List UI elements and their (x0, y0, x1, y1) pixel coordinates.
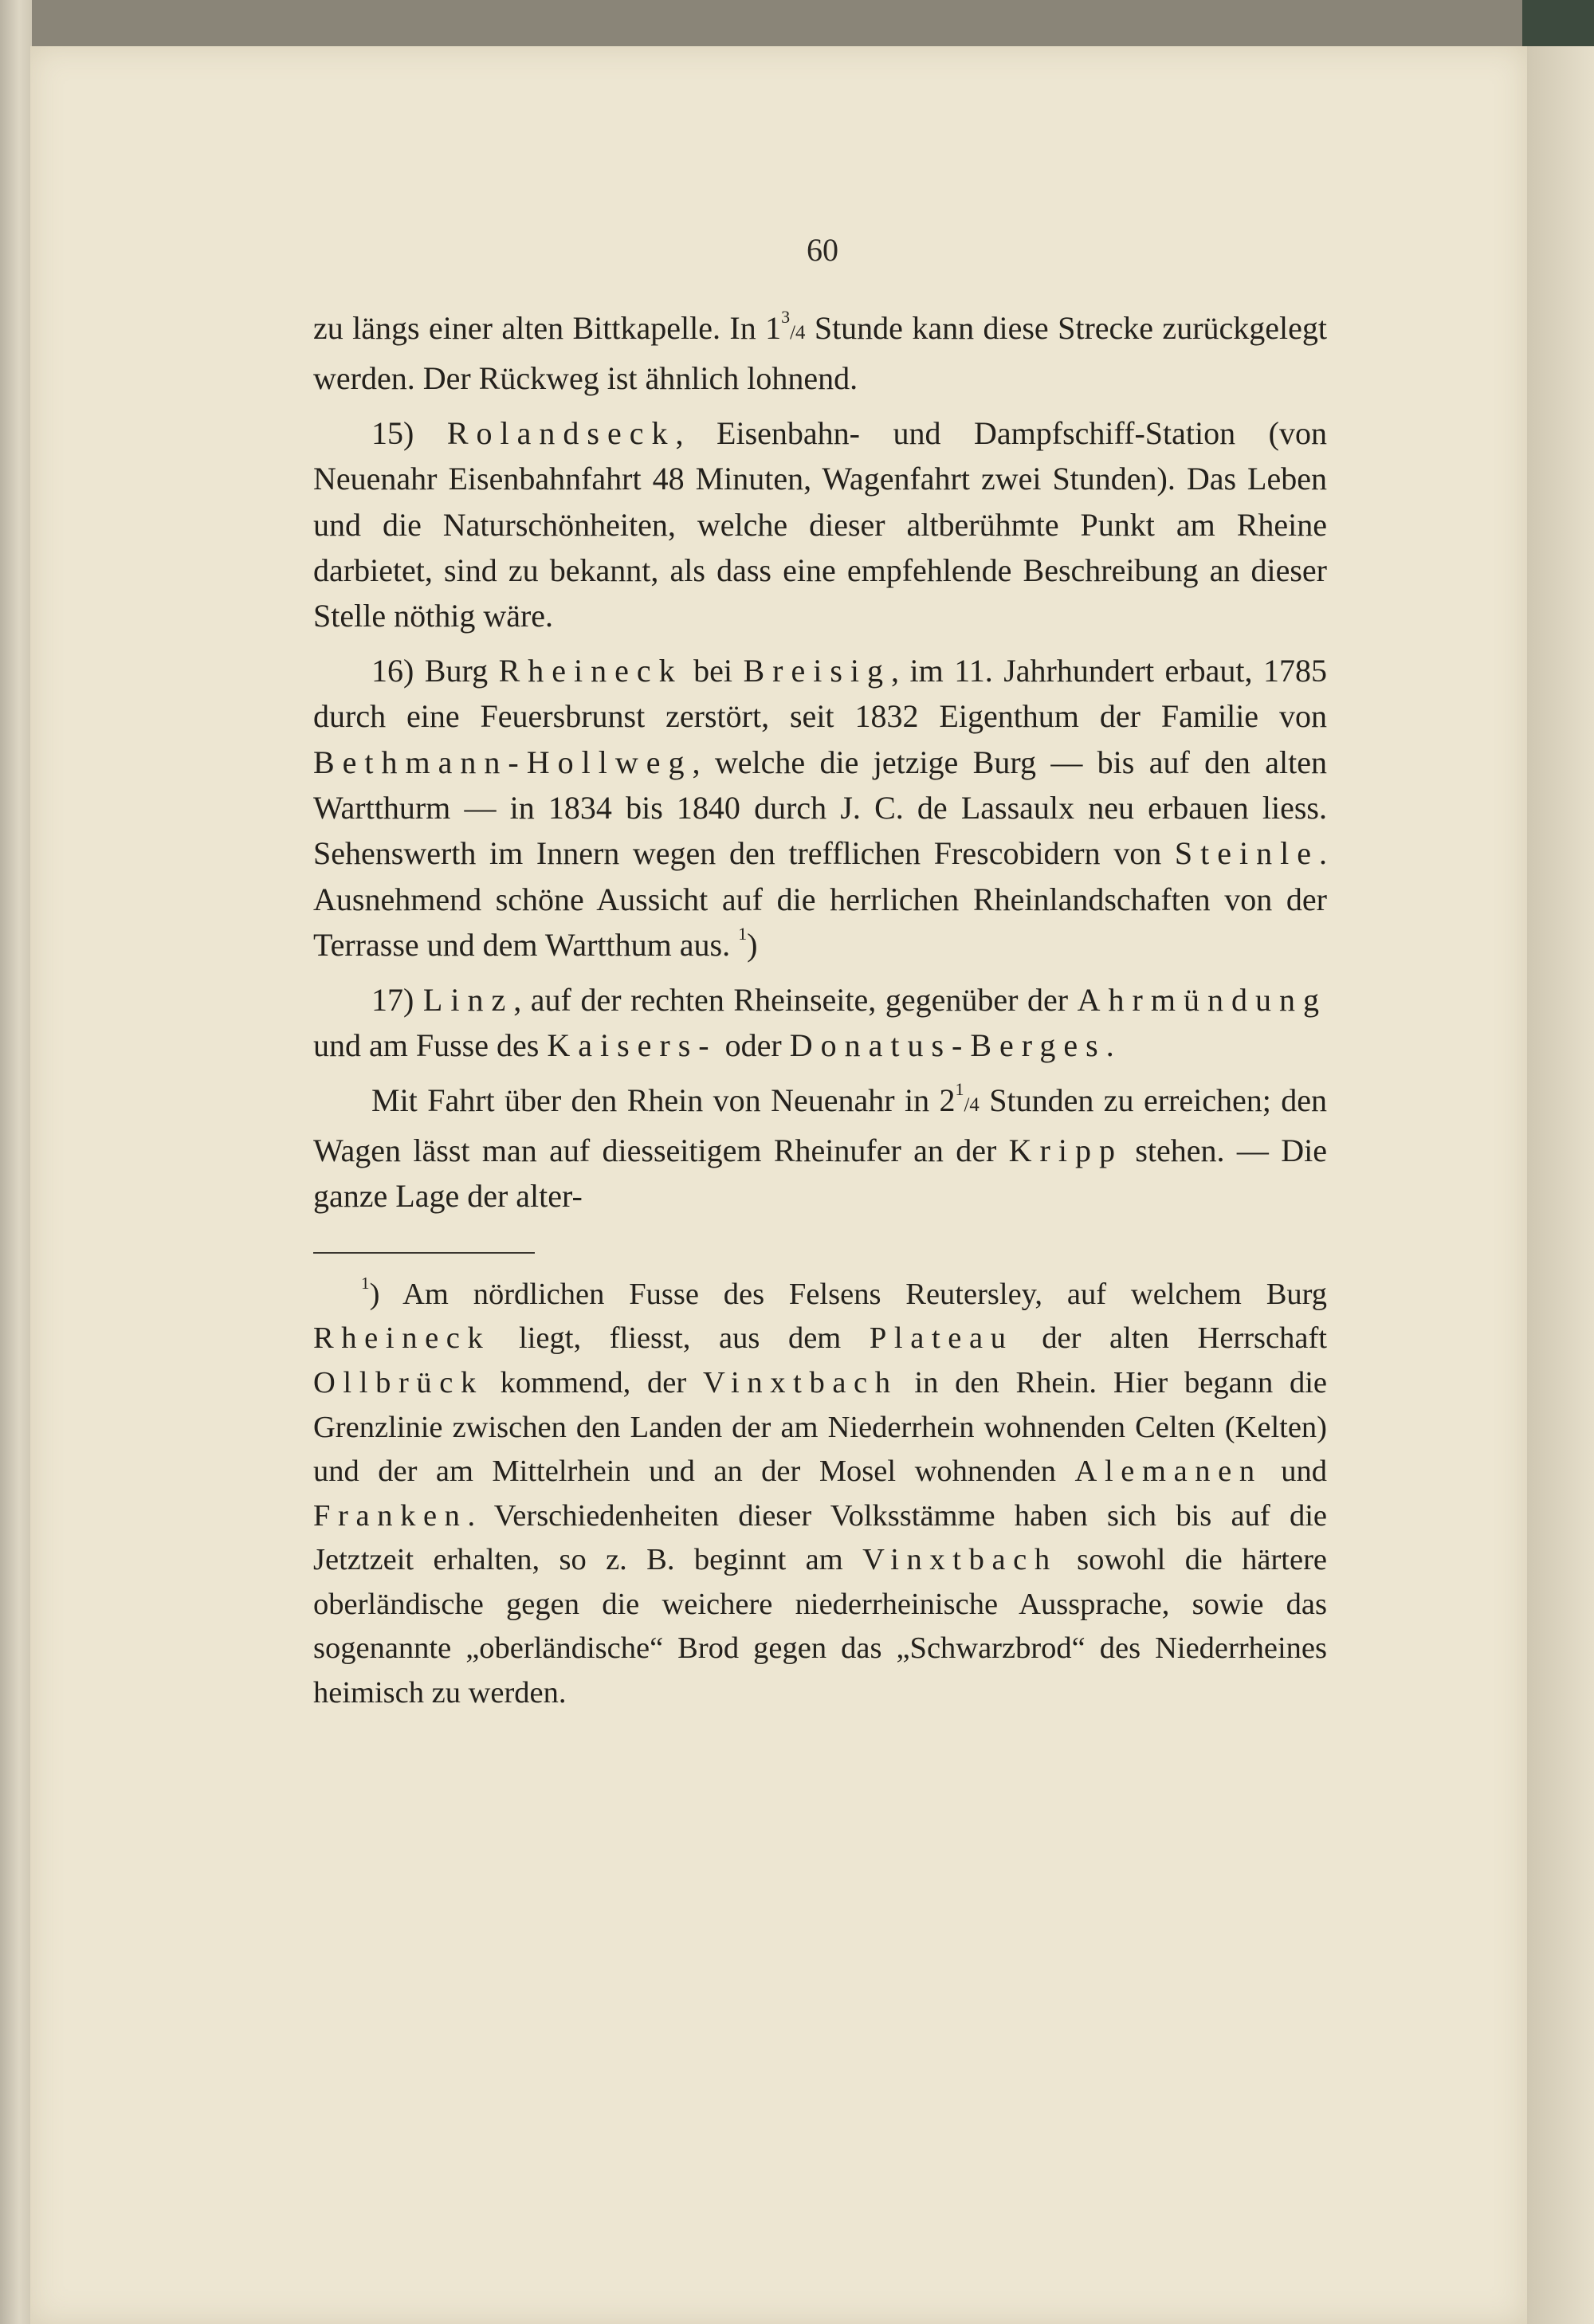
adjacent-page-edge (1527, 46, 1594, 2324)
spaced-name: Donatus-Berges (789, 1027, 1106, 1064)
spaced-name: Bethmann-Hollweg (313, 744, 693, 780)
text-run: liegt, fliesst, aus dem (490, 1321, 870, 1356)
spaced-name: Franken (313, 1498, 468, 1533)
spaced-name: Breisig (743, 652, 892, 689)
spaced-name: Plateau (869, 1321, 1014, 1356)
spaced-name: Rolandseck (446, 414, 676, 451)
paragraph-continuation (313, 305, 1327, 402)
text-run: . Ausnehmend schöne Aussicht auf die herrlichen Rheinlandschaften von der Terrasse und dem Wartthum aus. (313, 835, 1327, 964)
body-text (313, 305, 1327, 1219)
text-block (313, 305, 1327, 1716)
spaced-name: Kaisers- (547, 1027, 717, 1064)
text-run: oder (717, 1027, 790, 1064)
text-run: 17) (371, 981, 423, 1018)
text-run: und am Fusse des (313, 1027, 548, 1064)
fraction-denominator: /4 (964, 1093, 980, 1116)
spaced-name: Vinxtbach (862, 1543, 1058, 1577)
text-run: Stunde kann diese Strecke zurückgelegt werden. Der Rückweg ist ähnlich lohnend. (313, 310, 1327, 397)
text-run: in den Rhein. Hier begann die Grenzlinie zwischen den Landen der am Niederrhein wohnenden Celten (Kelten) und der am Mittelrhein und an der Mosel wohnenden (313, 1365, 1327, 1489)
text-run: sowohl die härtere oberländische gegen die weichere niederrheinische Aussprache, sowie das sogenannte „oberländische“ Brod gegen das „Schwarzbrod“ des Niederrheines heimisch zu werden. (313, 1543, 1327, 1710)
spaced-name: Kripp (1008, 1132, 1123, 1168)
text-run: Mit Fahrt über den Rhein von Neuenahr in 2 (371, 1082, 956, 1118)
superscript: 1 (738, 924, 748, 944)
text-run: und (1262, 1454, 1328, 1489)
paragraph-fahrt (313, 1078, 1327, 1219)
paragraph-rheineck (313, 648, 1327, 968)
text-run: bei (682, 652, 744, 689)
paragraph-rolandseck (313, 410, 1327, 639)
fraction-denominator: /4 (790, 322, 806, 343)
superscript: 1 (361, 1273, 370, 1293)
text-run: . (1105, 1027, 1114, 1064)
footnote (313, 1273, 1327, 1716)
spaced-name: Ollbrück (313, 1365, 484, 1400)
text-run: ) (747, 927, 758, 964)
text-run: der alten Herrschaft (1013, 1321, 1327, 1356)
text-run: . Verschiedenheiten dieser Volksstämme haben sich bis auf die Jetztzeit erhalten, so z. B. beginnt am (313, 1498, 1327, 1577)
spaced-name: Rheineck (498, 652, 683, 689)
text-run: kommend, der (483, 1365, 703, 1400)
text-run: stehen. — Die ganze Lage der alter- (313, 1132, 1327, 1215)
text-run: Stunden zu erreichen; den Wagen lässt man auf diesseitigem Rheinufer an der (313, 1082, 1327, 1168)
background-corner (1522, 0, 1594, 46)
spaced-name: Rheineck (313, 1321, 491, 1356)
footnote-rule (313, 1252, 535, 1254)
superscript: 1 (955, 1078, 964, 1099)
text-run: , im 11. Jahrhundert erbaut, 1785 durch eine Feuersbrunst zerstört, seit 1832 Eigenthum der Familie von (313, 652, 1327, 735)
spaced-name: Vinxtbach (702, 1365, 898, 1400)
paragraph-linz (313, 977, 1327, 1069)
text-run: zu längs einer alten Bittkapelle. In 1 (313, 310, 782, 346)
spaced-name: Steinle (1174, 835, 1319, 872)
spaced-name: Ahrmündung (1077, 981, 1327, 1018)
page-number: 60 (807, 232, 838, 268)
text-run: , welche die jetzige Burg — bis auf den alten Wartthurm — in 1834 bis 1840 durch J. C. de Lassaulx neu erbauen liess. Sehenswerth im Innern wegen den trefflichen Frescobidern von (313, 744, 1327, 872)
spaced-name: Alemanen (1074, 1454, 1262, 1489)
text-run: , Eisenbahn- und Dampfschiff-Station (von Neuenahr Eisenbahnfahrt 48 Minuten, Wagenfahrt zwei Stunden). Das Leben und die Naturschönheiten, welche dieser altberühmte Punkt am Rheine darbietet, sind zu bekannt, als dass eine empfehlende Beschreibung an dieser Stelle nöthig wäre. (313, 414, 1327, 634)
text-run: 16) Burg (371, 652, 499, 689)
superscript: 3 (781, 307, 791, 328)
book-board-edge (0, 0, 32, 2324)
spaced-name: Linz (422, 981, 514, 1018)
text-run: , auf der rechten Rheinseite, gegenüber der (513, 981, 1078, 1018)
text-run: 15) (371, 414, 447, 451)
text-run: ) Am nördlichen Fusse des Felsens Reutersley, auf welchem Burg (369, 1277, 1327, 1311)
